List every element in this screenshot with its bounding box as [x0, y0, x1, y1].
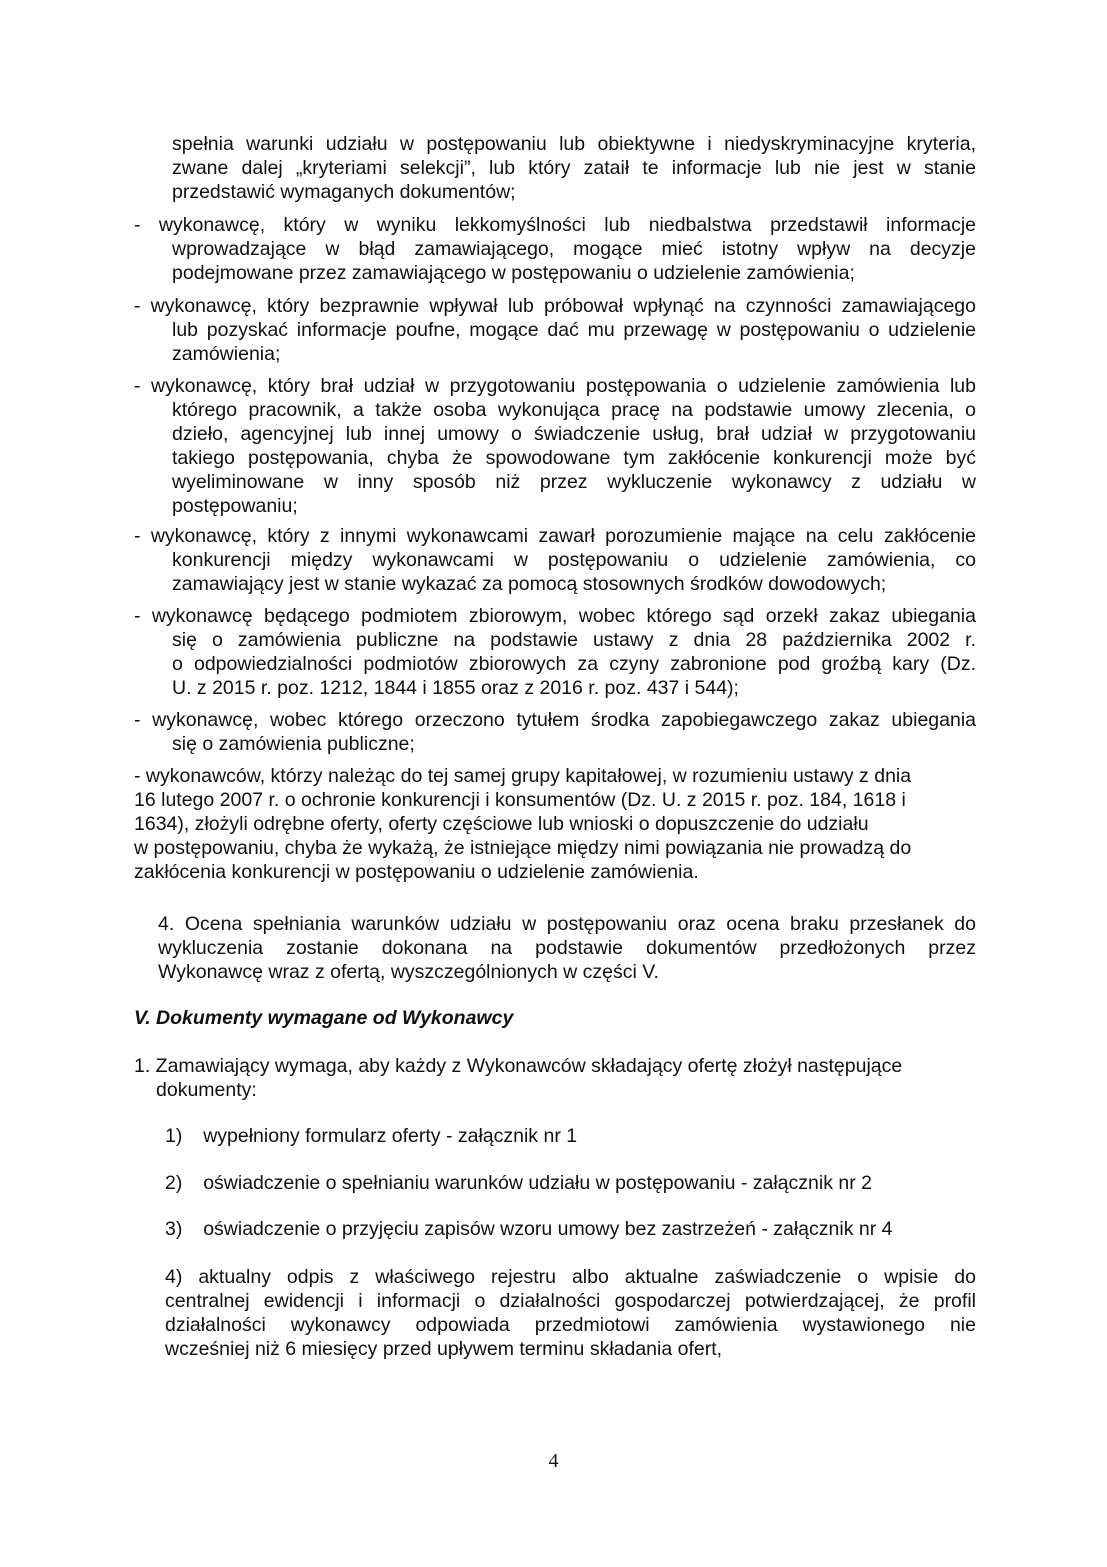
- document-item-4: [165, 1265, 976, 1361]
- text-line: - wykonawcę, który z innymi wykonawcami zawarł porozumienie mające na celu zakłócenie: [134, 525, 976, 547]
- text-line: wyeliminowane w inny sposób niż przez wykluczenie wykonawcy z udziału w: [172, 471, 976, 493]
- text-line: Wykonawcę wraz z ofertą, wyszczególnionych w części V.: [158, 961, 659, 983]
- text-line: zamówienia;: [172, 343, 281, 365]
- exclusion-item: [134, 524, 976, 596]
- exclusion-item: [134, 374, 976, 518]
- text-line: zamawiający jest w stanie wykazać za pomocą stosownych środków dowodowych;: [172, 573, 887, 595]
- text-line: centralnej ewidencji i informacji o działalności gospodarczej potwierdzającej, że profil: [165, 1290, 976, 1312]
- item-number: 2): [165, 1172, 183, 1194]
- text-line: działalności wykonawcy odpowiada przedmiotowi zamówienia wystawionego nie: [165, 1314, 976, 1336]
- text-line: postępowaniu;: [172, 495, 298, 517]
- text-line: zwane dalej „kryteriami selekcji”, lub który zataił te informacje lub nie jest w stanie: [172, 157, 976, 179]
- document-item: [165, 1124, 976, 1148]
- item-number: 3): [165, 1218, 183, 1240]
- exclusion-item: [134, 604, 976, 700]
- section-intro: [134, 1054, 976, 1102]
- text-line: wprowadzające w błąd zamawiającego, mogące mieć istotny wpływ na decyzje: [172, 238, 976, 260]
- text-line: 1. Zamawiający wymaga, aby każdy z Wykonawców składający ofertę złożył następujące: [134, 1055, 903, 1077]
- text-line: - wykonawców, którzy należąc do tej samej grupy kapitałowej, w rozumieniu ustawy z dnia: [134, 765, 912, 787]
- text-line: konkurencji między wykonawcami w postępowaniu o udzielenie zamówienia, co: [172, 549, 976, 571]
- exclusion-item: [134, 213, 976, 285]
- text-line: się o zamówienia publiczne;: [172, 733, 415, 755]
- section-heading: V. Dokumenty wymagane od Wykonawcy: [134, 1007, 514, 1029]
- text-line: 4. Ocena spełniania warunków udziału w postępowaniu oraz ocena braku przesłanek do: [158, 913, 976, 935]
- text-line: 1634), złożyli odrębne oferty, oferty częściowe lub wnioski o dopuszczenie do udziału: [134, 813, 869, 835]
- text-line: w postępowaniu, chyba że wykażą, że istniejące między nimi powiązania nie prowadzą do: [134, 837, 912, 859]
- point-4-paragraph: [158, 912, 976, 984]
- page-number: 4: [548, 1450, 559, 1472]
- item-text: wypełniony formularz oferty - załącznik nr 1: [203, 1125, 578, 1147]
- document-item: [165, 1217, 976, 1241]
- text-line: takiego postępowania, chyba że spowodowane tym zakłócenie konkurencji może być: [172, 447, 976, 469]
- item-text: oświadczenie o spełnianiu warunków udziału w postępowaniu - załącznik nr 2: [203, 1172, 872, 1194]
- text-line: o odpowiedzialności podmiotów zbiorowych za czyny zabronione pod groźbą kary (Dz.: [172, 653, 976, 675]
- text-line: spełnia warunki udziału w postępowaniu lub obiektywne i niedyskryminacyjne kryteria,: [172, 133, 976, 155]
- text-line: dokumenty:: [156, 1079, 257, 1101]
- exclusion-item: [134, 294, 976, 366]
- text-line: - wykonawcę, który brał udział w przygotowaniu postępowania o udzielenie zamówienia lub: [134, 375, 976, 397]
- text-line: przedstawić wymaganych dokumentów;: [172, 181, 516, 203]
- text-line: się o zamówienia publiczne na podstawie ustawy z dnia 28 października 2002 r.: [172, 629, 976, 651]
- text-line: U. z 2015 r. poz. 1212, 1844 i 1855 oraz z 2016 r. poz. 437 i 544);: [172, 677, 739, 699]
- text-line: zakłócenia konkurencji w postępowaniu o udzielenie zamówienia.: [134, 861, 699, 883]
- text-line: 4) aktualny odpis z właściwego rejestru albo aktualne zaświadczenie o wpisie do: [165, 1266, 976, 1288]
- text-line: - wykonawcę będącego podmiotem zbiorowym, wobec którego sąd orzekł zakaz ubiegania: [134, 605, 976, 627]
- text-line: lub pozyskać informacje poufne, mogące dać mu przewagę w postępowaniu o udzielenie: [172, 319, 976, 341]
- text-line: - wykonawcę, który bezprawnie wpływał lub próbował wpłynąć na czynności zamawiającego: [134, 295, 976, 317]
- text-line: wcześniej niż 6 miesięcy przed upływem terminu składania ofert,: [165, 1338, 723, 1360]
- document-item: [165, 1171, 976, 1195]
- exclusion-item: [134, 708, 976, 756]
- text-line: - wykonawcę, który w wyniku lekkomyślności lub niedbalstwa przedstawił informacje: [134, 214, 976, 236]
- text-line: dzieło, agencyjnej lub innej umowy o świadczenie usług, brał udział w przygotowaniu: [172, 423, 976, 445]
- item-number: 1): [165, 1125, 183, 1147]
- text-line: 16 lutego 2007 r. o ochronie konkurencji i konsumentów (Dz. U. z 2015 r. poz. 184, 1618 i: [134, 789, 906, 811]
- text-line: wykluczenia zostanie dokonana na podstawie dokumentów przedłożonych przez: [158, 937, 976, 959]
- continuation-paragraph: [172, 132, 976, 204]
- text-line: którego pracownik, a także osoba wykonująca pracę na podstawie umowy zlecenia, o: [172, 399, 976, 421]
- text-line: - wykonawcę, wobec którego orzeczono tytułem środka zapobiegawczego zakaz ubiegania: [134, 709, 976, 731]
- capital-group-paragraph: [134, 764, 976, 884]
- text-line: podejmowane przez zamawiającego w postępowaniu o udzielenie zamówienia;: [172, 262, 855, 284]
- item-text: oświadczenie o przyjęciu zapisów wzoru umowy bez zastrzeżeń - załącznik nr 4: [203, 1218, 893, 1240]
